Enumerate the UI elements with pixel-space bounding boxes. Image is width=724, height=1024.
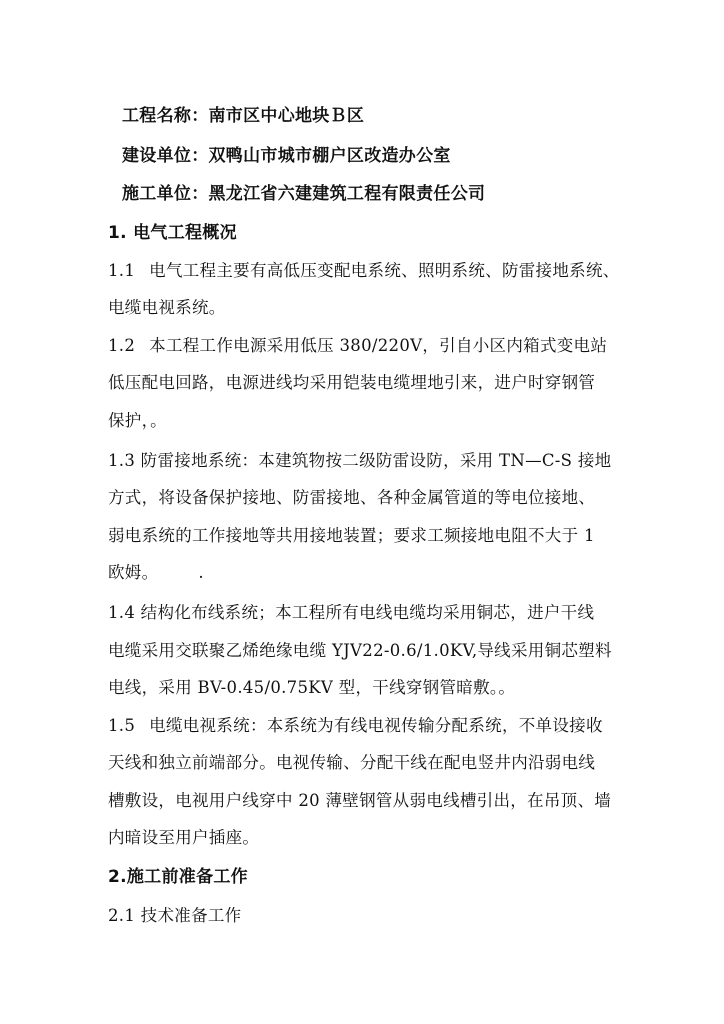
paragraph-1-5-line-1	[108, 715, 603, 737]
paragraph-1-3-line-2: 方式，将设备保护接地、防雷接地、各种金属管道的等电位接地、	[108, 488, 596, 507]
section-2-title: 2.施工前准备工作	[108, 867, 248, 887]
paragraph-1-3-line-3: 弱电系统的工作接地等共用接地装置；要求工频接地电阻不大于 1	[108, 526, 595, 545]
project-name-line: 工程名称：南市区中心地块Ｂ区	[122, 106, 365, 126]
paragraph-text: 电缆电视系统：本系统为有线电视传输分配系统，不单设接收	[149, 716, 603, 735]
paragraph-1-5-line-3: 槽敷设，电视用户线穿中 20 薄壁钢管从弱电线槽引出，在吊顶、墙	[108, 791, 612, 810]
paragraph-text: 欧姆。	[108, 563, 159, 582]
paragraph-number: 1.5	[108, 716, 136, 735]
stray-dot: .	[198, 563, 204, 582]
paragraph-number: 1.1	[108, 261, 136, 280]
paragraph-1-4-line-2: 电缆采用交联聚乙烯绝缘电缆 YJV22-0.6/1.0KV,导线采用铜芯塑料	[108, 641, 612, 660]
paragraph-1-5-line-4: 内暗设至用户插座。	[108, 828, 260, 847]
paragraph-1-4-line-1: 1.4 结构化布线系统；本工程所有电线电缆均采用铜芯，进户干线	[108, 603, 595, 622]
contractor-line: 施工单位：黑龙江省六建建筑工程有限责任公司	[122, 184, 486, 204]
section-1-title: 1. 电气工程概况	[108, 223, 237, 243]
builder-line: 建设单位：双鸭山市城市棚户区改造办公室	[122, 146, 451, 166]
paragraph-1-1-line-1	[108, 260, 620, 282]
paragraph-text: 本工程工作电源采用低压 380/220V，引自小区内箱式变电站	[149, 336, 608, 355]
paragraph-1-2-line-2: 低压配电回路，电源进线均采用铠装电缆埋地引来，进户时穿钢管	[108, 373, 596, 392]
paragraph-number: 1.2	[108, 336, 136, 355]
paragraph-1-3-line-4	[108, 562, 204, 584]
paragraph-text: 电气工程主要有高低压变配电系统、照明系统、防雷接地系统、	[149, 261, 620, 280]
subsection-2-1-title: 2.1 技术准备工作	[108, 906, 242, 925]
paragraph-1-5-line-2: 天线和独立前端部分。电视传输、分配干线在配电竖井内沿弱电线	[108, 753, 596, 772]
paragraph-1-1-line-2: 电缆电视系统。	[108, 298, 226, 317]
paragraph-1-2-line-3: 保护，。	[108, 411, 167, 430]
paragraph-1-2-line-1	[108, 335, 607, 357]
paragraph-1-3-line-1: 1.3 防雷接地系统：本建筑物按二级防雷设防，采用 TN—C-S 接地	[108, 451, 612, 470]
paragraph-1-4-line-3: 电线，采用 BV-0.45/0.75KV 型，干线穿钢管暗敷。。	[108, 678, 516, 697]
